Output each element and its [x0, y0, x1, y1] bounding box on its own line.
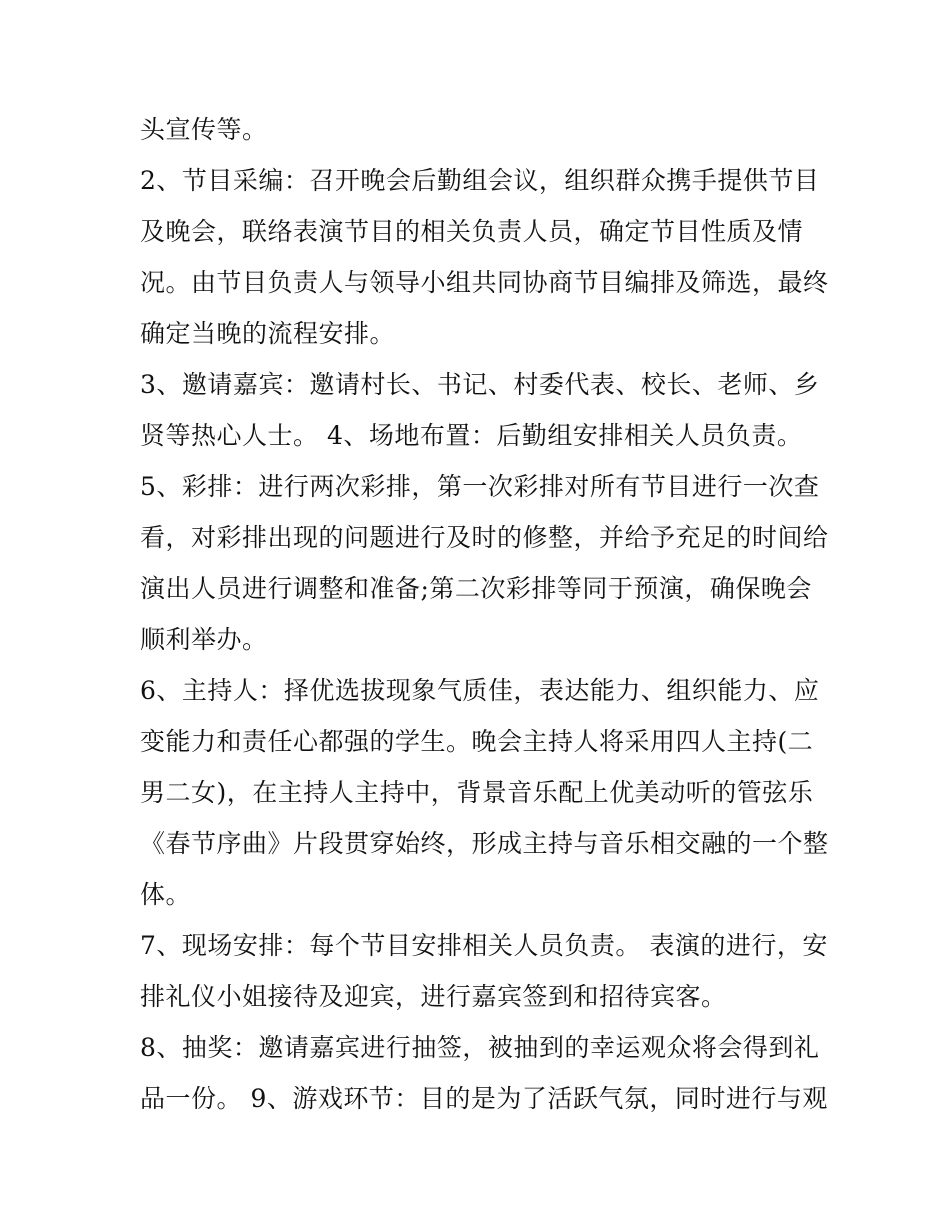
text-line: 品一份。 9、游戏环节：目的是为了活跃气氛，同时进行与观 [140, 1084, 828, 1113]
document-body [140, 104, 829, 1124]
text-line: 7、现场安排：每个节目安排相关人员负责。 表演的进行，安 [140, 931, 828, 960]
text-line: 8、抽奖：邀请嘉宾进行抽签，被抽到的幸运观众将会得到礼 [140, 1033, 820, 1062]
text-line: 3、邀请嘉宾：邀请村长、书记、村委代表、校长、老师、乡 [140, 370, 820, 399]
text-line: 6、主持人：择优选拔现象气质佳，表达能力、组织能力、应 [140, 676, 820, 705]
text-line: 及晚会，联络表演节目的相关负责人员，确定节目性质及情 [140, 217, 804, 246]
text-line: 头宣传等。 [140, 115, 268, 144]
text-line: 看，对彩排出现的问题进行及时的修整，并给予充足的时间给 [140, 523, 829, 552]
text-line: 2、节目采编：召开晚会后勤组会议，组织群众携手提供节目 [140, 166, 820, 195]
text-line: 变能力和责任心都强的学生。晚会主持人将采用四人主持(二 [140, 727, 814, 756]
text-line: 确定当晚的流程安排。 [140, 319, 396, 348]
text-line: 体。 [140, 880, 192, 909]
text-line: 5、彩排：进行两次彩排，第一次彩排对所有节目进行一次查 [140, 472, 820, 501]
text-line: 《春节序曲》片段贯穿始终，形成主持与音乐相交融的一个整 [140, 829, 829, 858]
text-line: 男二女)，在主持人主持中，背景音乐配上优美动听的管弦乐 [140, 778, 814, 807]
text-line: 演出人员进行调整和准备;第二次彩排等同于预演，确保晚会 [140, 574, 812, 603]
text-line: 顺利举办。 [140, 625, 268, 654]
text-line: 排礼仪小姐接待及迎宾，进行嘉宾签到和招待宾客。 [140, 982, 727, 1011]
text-line: 况。由节目负责人与领导小组共同协商节目编排及筛选，最终 [140, 268, 829, 297]
text-line: 贤等热心人士。 4、场地布置：后勤组安排相关人员负责。 [140, 421, 803, 450]
